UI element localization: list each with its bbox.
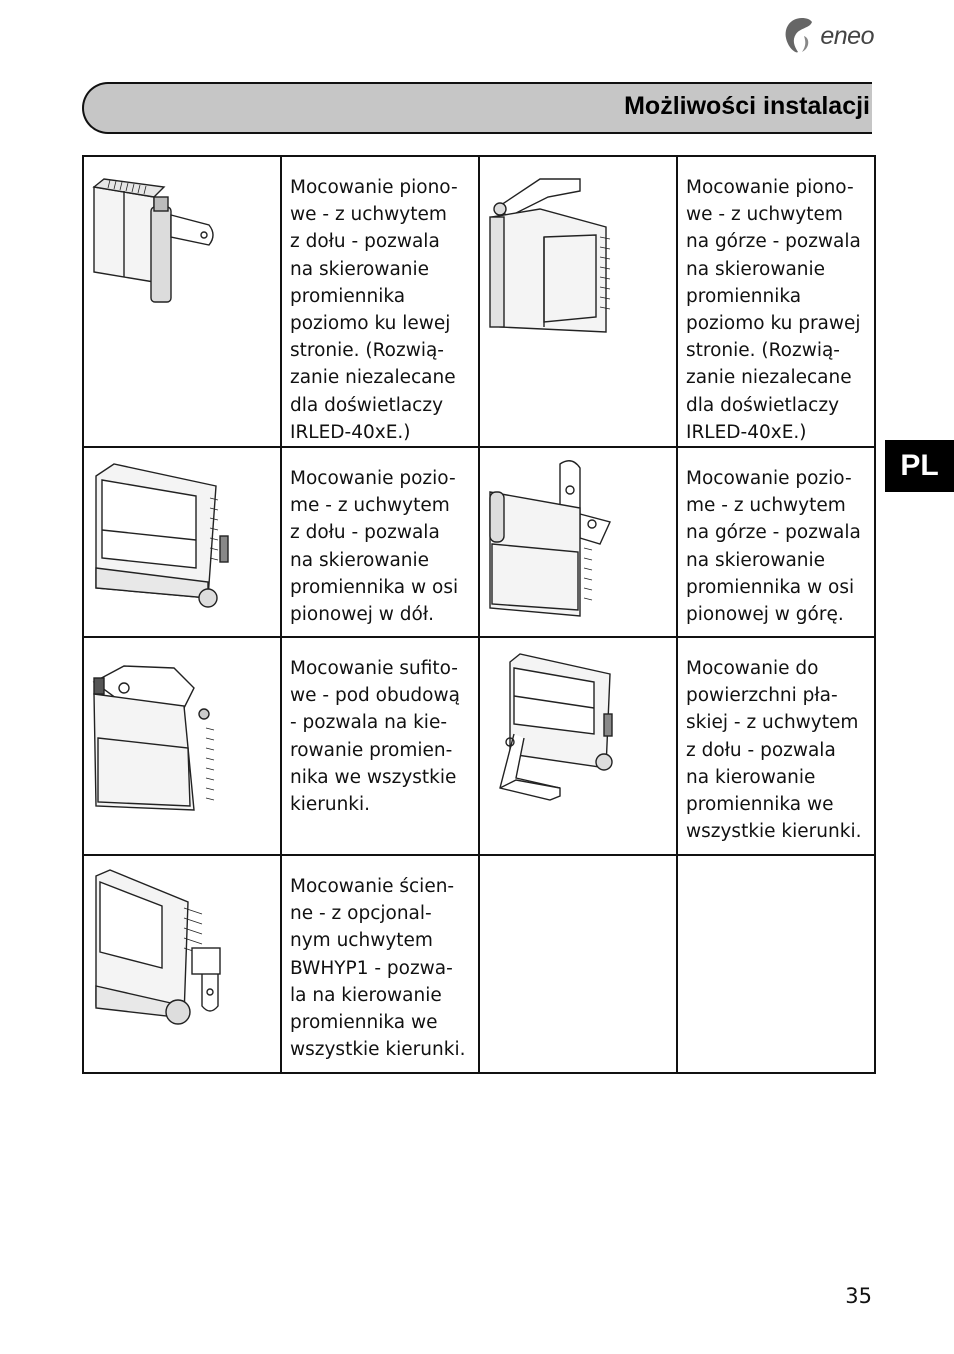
logo-text: eneo <box>820 21 874 50</box>
horizontal-top-mount-illustration <box>480 448 674 618</box>
section-header-bar <box>82 82 872 134</box>
mounting-description: Mocowanie pozio- me - z uchwytem z dołu - pozwala na skierowanie promiennika w osi pionowej w dół. <box>290 468 459 626</box>
mounting-description-cell <box>677 156 875 447</box>
mounting-description: Mocowanie sufito- we - pod obudową - pozwala na kie- rowanie promien- nika we wszystkie kierunki. <box>290 658 460 816</box>
wall-mount-bwhyp1-illustration <box>84 856 278 1036</box>
mounting-description-cell <box>281 447 479 637</box>
mounting-description: Mocowanie ścien- ne - z opcjonal- nym uchwytem BWHYP1 - pozwa- la na kierowanie promiennika we wszystkie kierunki. <box>290 876 466 1061</box>
mounting-description-cell <box>281 156 479 447</box>
eneo-logo <box>782 16 874 56</box>
mounting-options-table <box>82 155 876 1074</box>
page-title: Możliwości instalacji <box>624 92 870 120</box>
mounting-description: Mocowanie piono- we - z uchwytem z dołu - pozwala na skierowanie promiennika poziomo ku lewej stronie. (Rozwią- zanie niezalecane dla doświetlaczy IRLED-40xE.) <box>290 177 458 443</box>
table-row <box>83 855 875 1073</box>
mounting-illustration-cell <box>479 156 677 447</box>
eneo-logo-icon <box>782 16 816 56</box>
table-row <box>83 156 875 447</box>
language-tab: PL <box>885 440 954 492</box>
table-row <box>83 637 875 855</box>
mounting-description-cell <box>281 855 479 1073</box>
mounting-illustration-cell <box>83 156 281 447</box>
vertical-top-mount-illustration <box>480 157 674 337</box>
mounting-illustration-cell <box>479 447 677 637</box>
mounting-description: Mocowanie do powierzchni pła- skiej - z uchwytem z dołu - pozwala na kierowanie promiennika we wszystkie kierunki. <box>686 658 862 843</box>
mounting-description-cell <box>281 637 479 855</box>
mounting-description-cell <box>677 447 875 637</box>
flat-surface-mount-illustration <box>480 638 674 808</box>
vertical-bottom-mount-illustration <box>84 157 278 307</box>
mounting-description-cell <box>677 637 875 855</box>
mounting-description: Mocowanie piono- we - z uchwytem na górze - pozwala na skierowanie promiennika poziomo ku prawej stronie. (Rozwią- zanie niezalecane dla doświetlaczy IRLED-40xE.) <box>686 177 861 443</box>
mounting-illustration-cell <box>83 637 281 855</box>
empty-cell <box>677 855 875 1073</box>
table-row <box>83 447 875 637</box>
ceiling-mount-illustration <box>84 638 278 818</box>
mounting-illustration-cell <box>479 637 677 855</box>
horizontal-bottom-mount-illustration <box>84 448 278 613</box>
empty-cell <box>479 855 677 1073</box>
mounting-illustration-cell <box>83 855 281 1073</box>
page-number: 35 <box>845 1284 872 1308</box>
mounting-description: Mocowanie pozio- me - z uchwytem na górze - pozwala na skierowanie promiennika w osi pionowej w górę. <box>686 468 861 626</box>
mounting-illustration-cell <box>83 447 281 637</box>
